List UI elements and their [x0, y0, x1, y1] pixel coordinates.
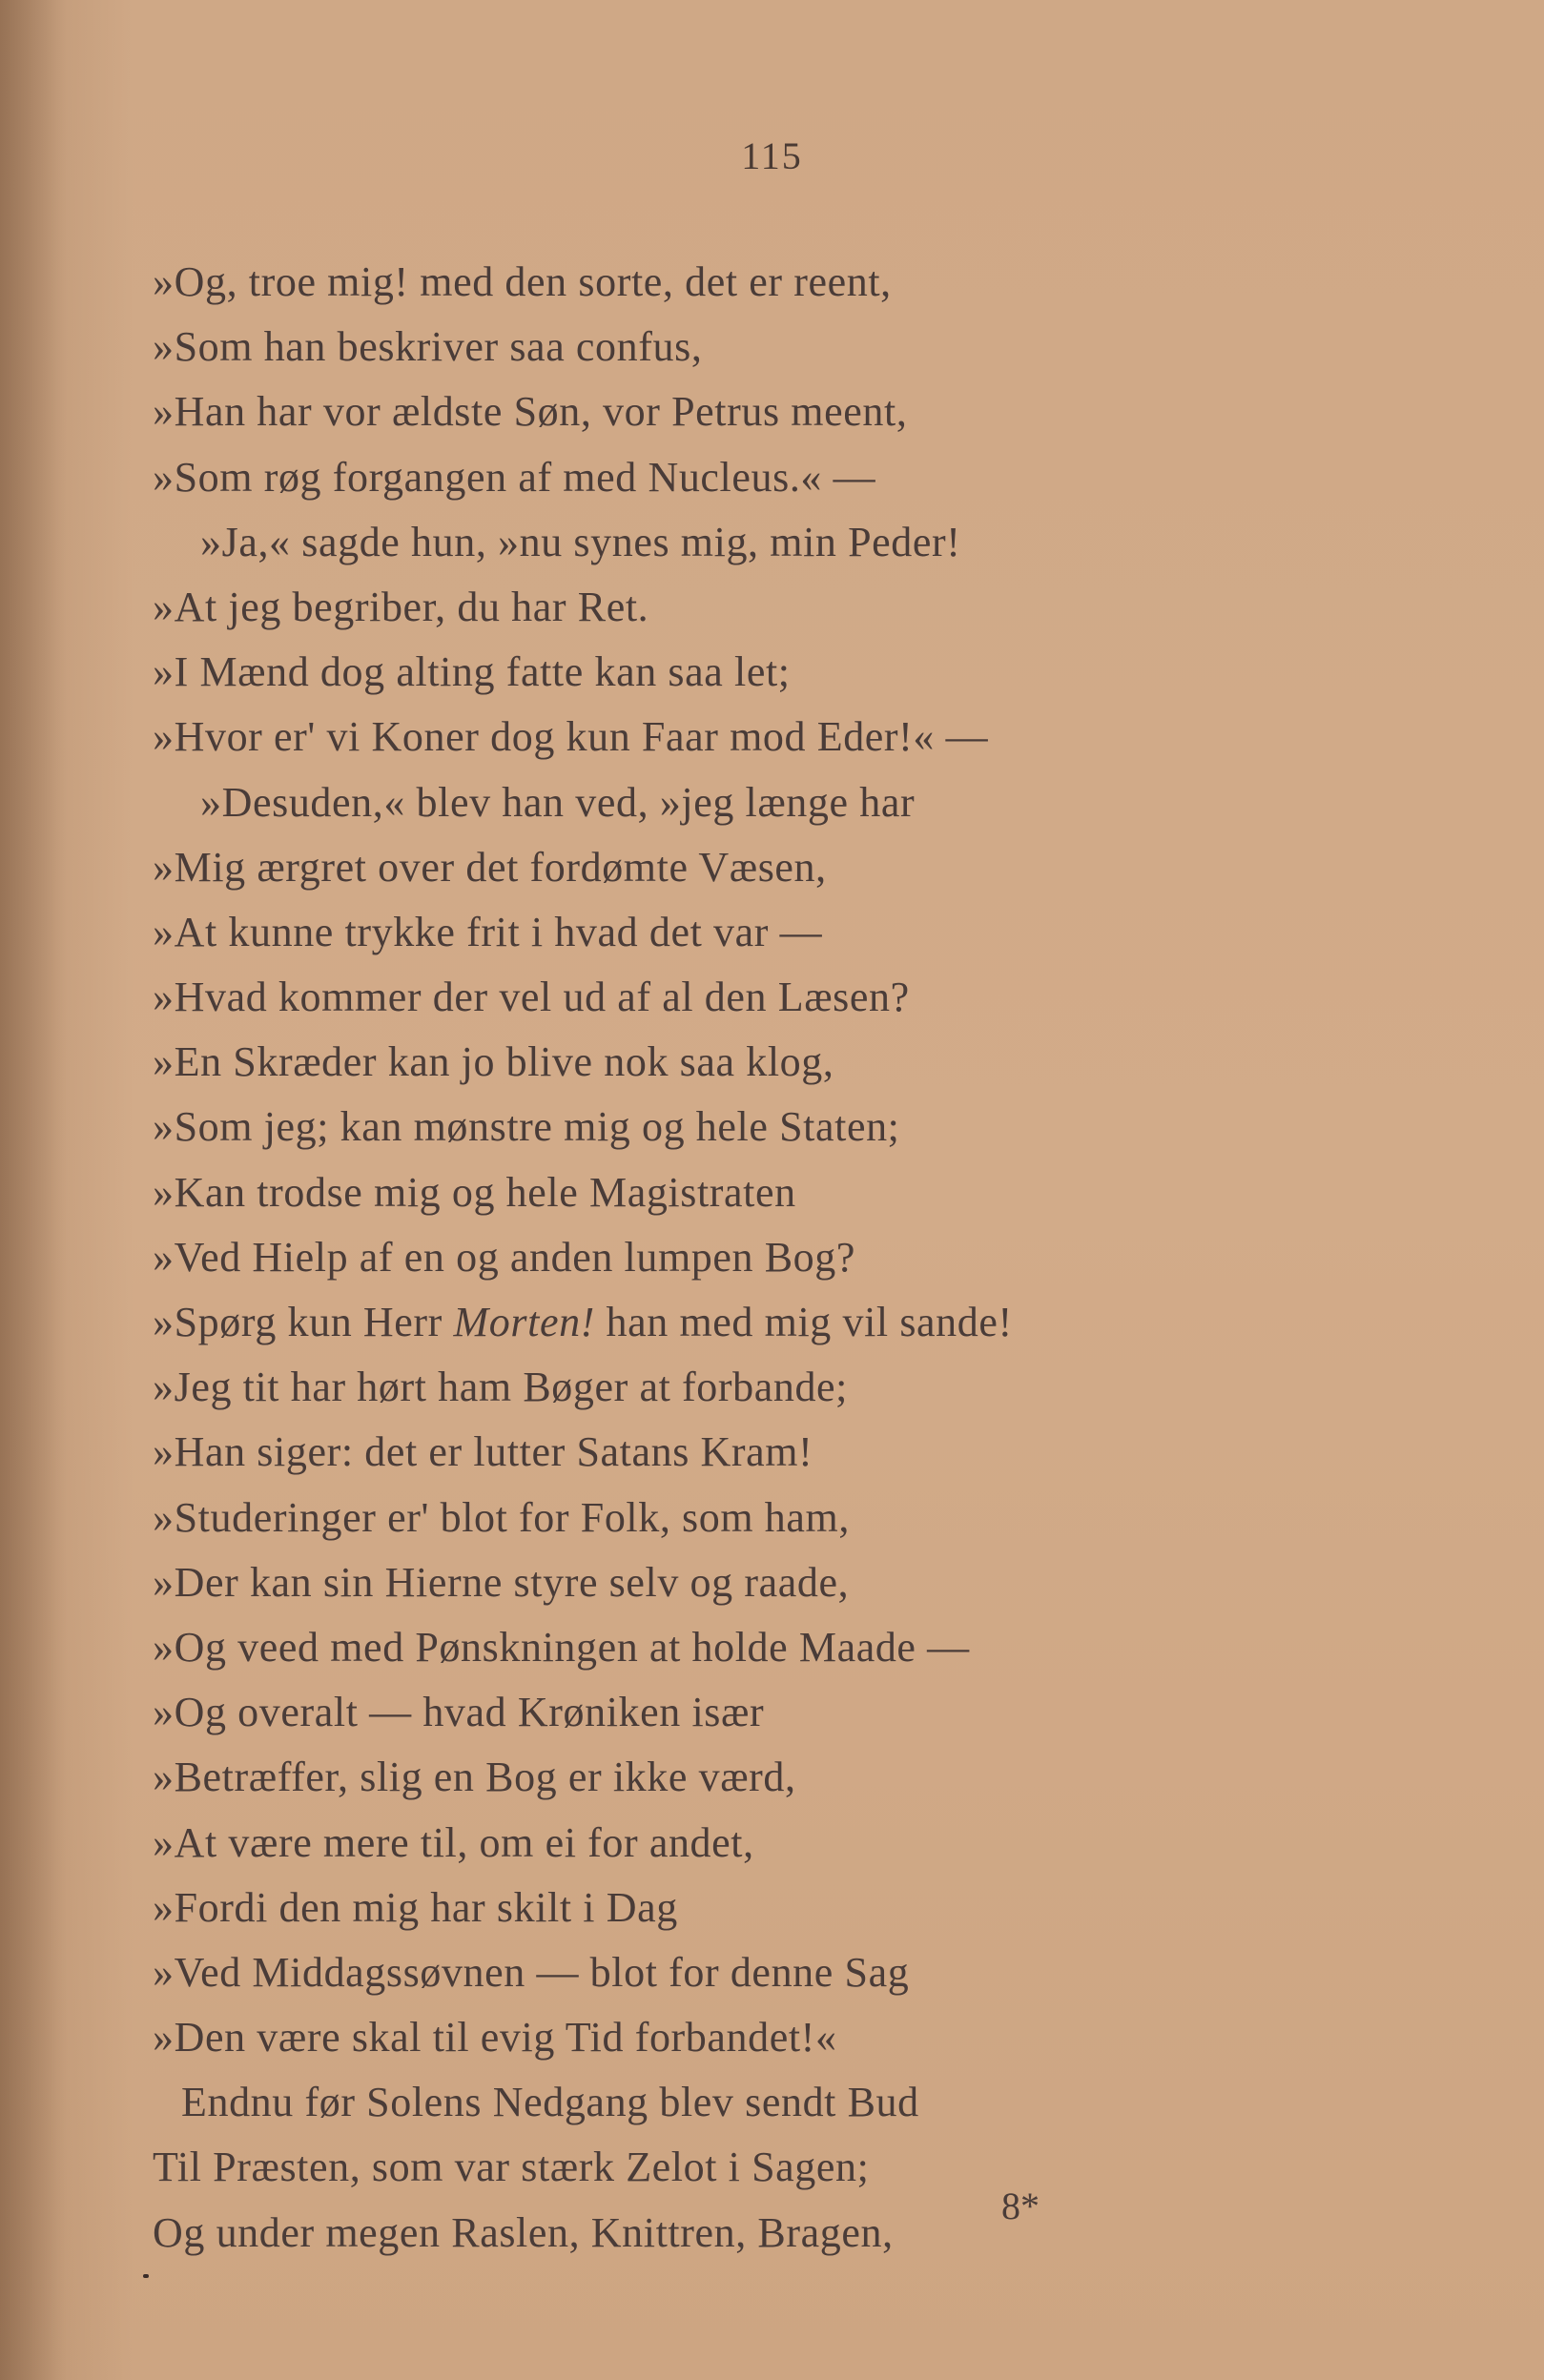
- text-line: »Han siger: det er lutter Satans Kram!: [153, 1428, 813, 1476]
- text-line: »I Mænd dog alting fatte kan saa let;: [153, 648, 791, 696]
- text-line: »Ja,« sagde hun, »nu synes mig, min Peder!: [200, 518, 961, 565]
- text-line: »Ved Middagssøvnen — blot for denne Sag: [153, 1948, 910, 1996]
- text-line: »Ved Hielp af en og anden lumpen Bog?: [153, 1233, 856, 1281]
- text-line: »Mig ærgret over det fordømte Væsen,: [153, 843, 827, 891]
- text-line: »At kunne trykke frit i hvad det var —: [153, 908, 823, 955]
- poem-text: [153, 250, 1507, 2266]
- text-line: »Og, troe mig! med den sorte, det er reent,: [153, 258, 892, 305]
- text-line: »Som røg forgangen af med Nucleus.« —: [153, 453, 876, 501]
- text-line: »Jeg tit har hørt ham Bøger at forbande;: [153, 1364, 849, 1411]
- text-line: »Fordi den mig har skilt i Dag: [153, 1883, 678, 1931]
- text-line: »Den være skal til evig Tid forbandet!«: [153, 2014, 837, 2062]
- text-line: »Han har vor ældste Søn, vor Petrus meent,: [153, 388, 908, 436]
- text-line: [153, 1290, 1507, 1355]
- text-line: »Og veed med Pønskningen at holde Maade —: [153, 1623, 970, 1671]
- text-line: »Som han beskriver saa confus,: [153, 323, 703, 371]
- text-line: Og under megen Raslen, Knittren, Bragen,: [153, 2208, 894, 2256]
- text-segment: »Spørg kun Herr: [153, 1299, 454, 1345]
- text-line: »Hvad kommer der vel ud af al den Læsen?: [153, 974, 910, 1021]
- text-line: Endnu før Solens Nedgang blev sendt Bud: [181, 2079, 919, 2126]
- ink-speck: [143, 2274, 149, 2278]
- text-line: »Studeringer er' blot for Folk, som ham,: [153, 1493, 850, 1541]
- gutter-shadow: [0, 0, 67, 2380]
- text-line: »Desuden,« blev han ved, »jeg længe har: [200, 778, 916, 826]
- page-number: 115: [741, 134, 803, 177]
- text-line: »Betræffer, slig en Bog er ikke værd,: [153, 1754, 796, 1801]
- text-line: »Som jeg; kan mønstre mig og hele Staten;: [153, 1103, 900, 1151]
- text-line: »Der kan sin Hierne styre selv og raade,: [153, 1558, 850, 1606]
- text-line: »En Skræder kan jo blive nok saa klog,: [153, 1038, 834, 1086]
- signature-mark: 8*: [1001, 2185, 1040, 2227]
- text-segment: han med mig vil sande!: [594, 1299, 1013, 1345]
- text-line: Til Præsten, som var stærk Zelot i Sagen;: [153, 2144, 870, 2191]
- text-line: »At jeg begriber, du har Ret.: [153, 583, 649, 630]
- italic-name: Morten!: [453, 1299, 595, 1345]
- text-line: »At være mere til, om ei for andet,: [153, 1818, 754, 1866]
- text-line: »Hvor er' vi Koner dog kun Faar mod Eder!« —: [153, 713, 989, 761]
- text-line: »Og overalt — hvad Krøniken især: [153, 1689, 765, 1736]
- text-line: »Kan trodse mig og hele Magistraten: [153, 1168, 796, 1216]
